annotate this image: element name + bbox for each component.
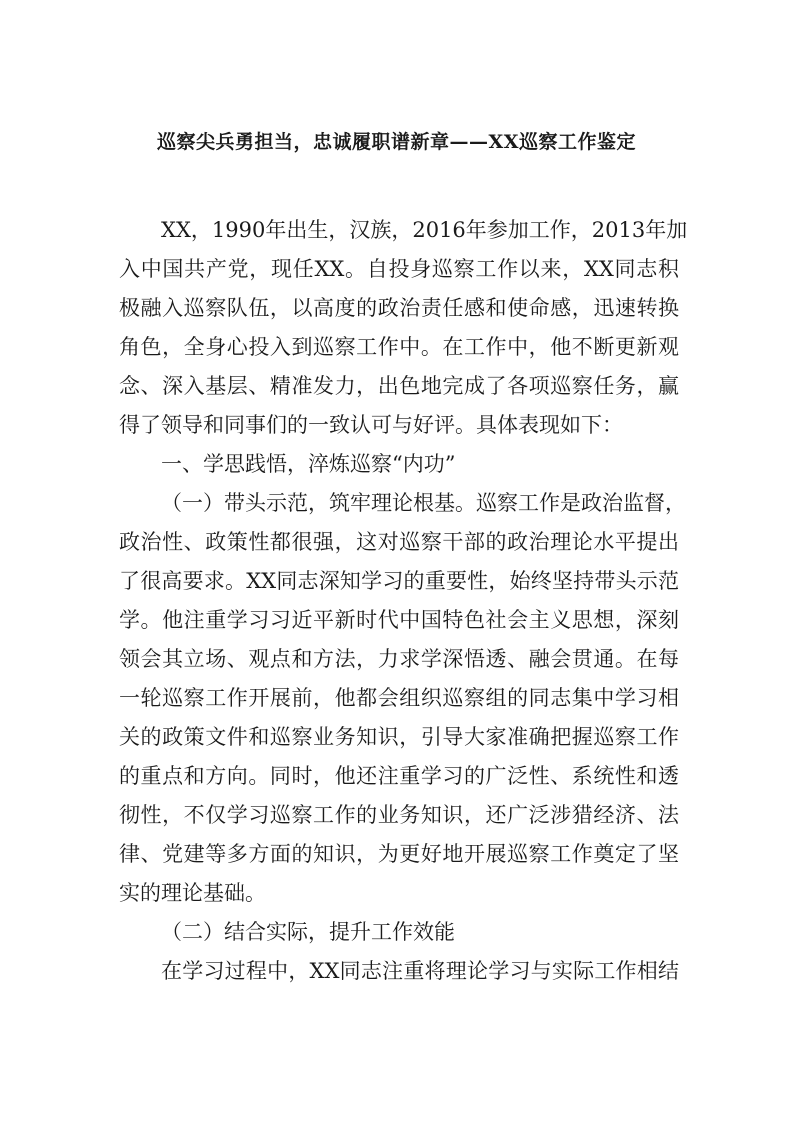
subsection-heading: （二）结合实际，提升工作效能 [161, 920, 455, 944]
paragraph-line: 了很高要求。XX同志深知学习的重要性，始终坚持带头示范 [119, 569, 679, 593]
paragraph-line: 学。他注重学习习近平新时代中国特色社会主义思想，深刻 [119, 608, 679, 632]
paragraph-line: 念、深入基层、精准发力，出色地完成了各项巡察任务，赢 [119, 374, 679, 398]
paragraph-line: 极融入巡察队伍，以高度的政治责任感和使命感，迅速转换 [119, 296, 679, 320]
paragraph-line: 关的政策文件和巡察业务知识，引导大家准确把握巡察工作 [119, 725, 679, 749]
paragraph-line: 律、党建等多方面的知识，为更好地开展巡察工作奠定了坚 [119, 842, 679, 866]
paragraph-line: XX，1990年出生，汉族，2016年参加工作，2013年加 [161, 218, 688, 242]
paragraph-line: 入中国共产党，现任XX。自投身巡察工作以来，XX同志积 [119, 257, 679, 281]
paragraph-line: 领会其立场、观点和方法，力求学深悟透、融会贯通。在每 [119, 647, 679, 671]
paragraph-line: 角色，全身心投入到巡察工作中。在工作中，他不断更新观 [119, 335, 679, 359]
paragraph-line: 得了领导和同事们的一致认可与好评。具体表现如下： [119, 413, 623, 437]
document-title: 巡察尖兵勇担当，忠诚履职谱新章——XX巡察工作鉴定 [157, 131, 636, 153]
paragraph-line: 政治性、政策性都很强，这对巡察干部的政治理论水平提出 [119, 530, 679, 554]
section-heading: 一、学思践悟，淬炼巡察“内功” [161, 452, 456, 476]
paragraph-line: 实的理论基础。 [119, 881, 266, 905]
paragraph-line: 在学习过程中，XX同志注重将理论学习与实际工作相结 [161, 959, 679, 983]
paragraph-line: （一）带头示范，筑牢理论根基。巡察工作是政治监督， [161, 491, 686, 515]
paragraph-line: 一轮巡察工作开展前，他都会组织巡察组的同志集中学习相 [119, 686, 679, 710]
document-body [119, 174, 688, 991]
paragraph-line: 的重点和方向。同时，他还注重学习的广泛性、系统性和透 [119, 764, 679, 788]
paragraph-line: 彻性，不仅学习巡察工作的业务知识，还广泛涉猎经济、法 [119, 803, 679, 827]
